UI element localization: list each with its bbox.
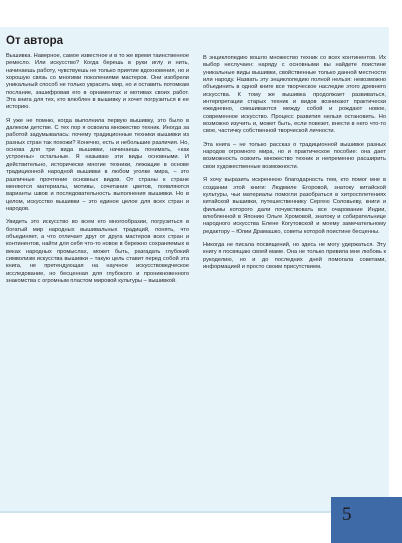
left-column (6, 53, 189, 291)
paragraph: В энциклопедию вошло множество техник со всех континентов. Их выбор неслучаен: наряду с основными вы найдете поистине уникальные виды вышивки, свойственные только данной местности или народу. Назвать эту энциклопедию полной нельзя: невозможно объединить в одной книге все творческое наследие этого древнего искусства. К тому же вышивка продолжает развиваться, интерпретации старых техник и видов возникают практически ежедневно, смешиваются между собой и рождают новое, современное искусство. Процесс развития нельзя остановить. Но возможно изучить и, может быть, если повезет, внести в него что-то свое, частичку собственной творческой личности. (203, 55, 386, 135)
paragraph: Я хочу выразить искреннюю благодарность тем, кто помог мне в создании этой книги: Людмиле Егоровой, знатоку китайской культуры, чьи материалы помогли разобраться в хитросплетениях китайской вышивки, путешественнику Сергею Соловьеву, книги и фильмы которого дали почувствовать все очарование Индии, влюбленной в Японию Ольге Хромовой, знатоку и собирательнице народного искусства Елене Когутовской и моему замечательному редактору – Юлии Драмашко, советы которой поистине бесценны. (203, 177, 386, 235)
paragraph: Никогда не писала посвящений, но здесь не могу удержаться. Эту книгу я посвящаю своей маме. Она не только привила мне любовь к рукоделию, но и до последних дней помогала советами, информацией и просто своим присутствием. (203, 241, 386, 270)
paragraph: Эта книга – не только рассказ о традиционной вышивке разных народов огромного мира, но и практическое пособие: она дает возможность освоить множество техник и непременно расширить свои художественные возможности. (203, 141, 386, 170)
right-column (203, 55, 386, 277)
paragraph: Вышивка. Наверное, самое известное и в то же время таинственное ремесло. Или искусство? Когда берешь в руки иглу и нить, начинаешь работу, чувствуешь не только приятие вдохновения, но и хорошую связь со многими поколениями мастеров. Они изобрели уникальный способ не только украсить мир, но и оставить потомкам послание, зашифровав его в орнаментах и мотивах своих работ. Эта книга для тех, кто влюблен в вышивку и хочет погрузиться в ее историю. (6, 53, 189, 111)
footer-divider (0, 511, 331, 513)
paragraph: Увидеть это искусство во всем его многообразии, погрузиться в богатый мир народных вышивальных традиций, понять, что объединяет, а что отличает друг от друга мастеров всех стран и континентов, найти для себя что-то новое в бережно сохраняемых в веках народных промыслах, может быть, разгадать глубокий символизм искусства вышивки – такую цель ставит перед собой эта книга, не претендующая на научное искусствоведческое исследование, но бесценная для глубокого и проникновенного знакомства с огромным пластом мировой культуры – вышивкой. (6, 219, 189, 284)
page-title: От автора (6, 35, 64, 47)
page-number: 5 (342, 504, 352, 525)
paragraph: Я уже не помню, когда выполнила первую вышивку, это было в далеком детстве. С тех пор я освоила множество техник. Иногда за работой задумывалась: почему традиционные техники вышивки из разных стран так похожи? Конечно, есть и небольшие различия. Но, основа для три вида вышивки, начинаешь понимать, «как устроены» остальные. Я называю эти виды основными. И действительно, исторически многие техники, лежащие в основе традиционной народной вышивки в любом уголке мира, – это различные прочтение основных видов. От страны к стране меняются материалы, мотивы, сочетания цветов, появляются варианты швов и последовательность выполнения вышивки. Но в целом, искусство вышивки – это единое целое для всех стран и народов. (6, 117, 189, 212)
